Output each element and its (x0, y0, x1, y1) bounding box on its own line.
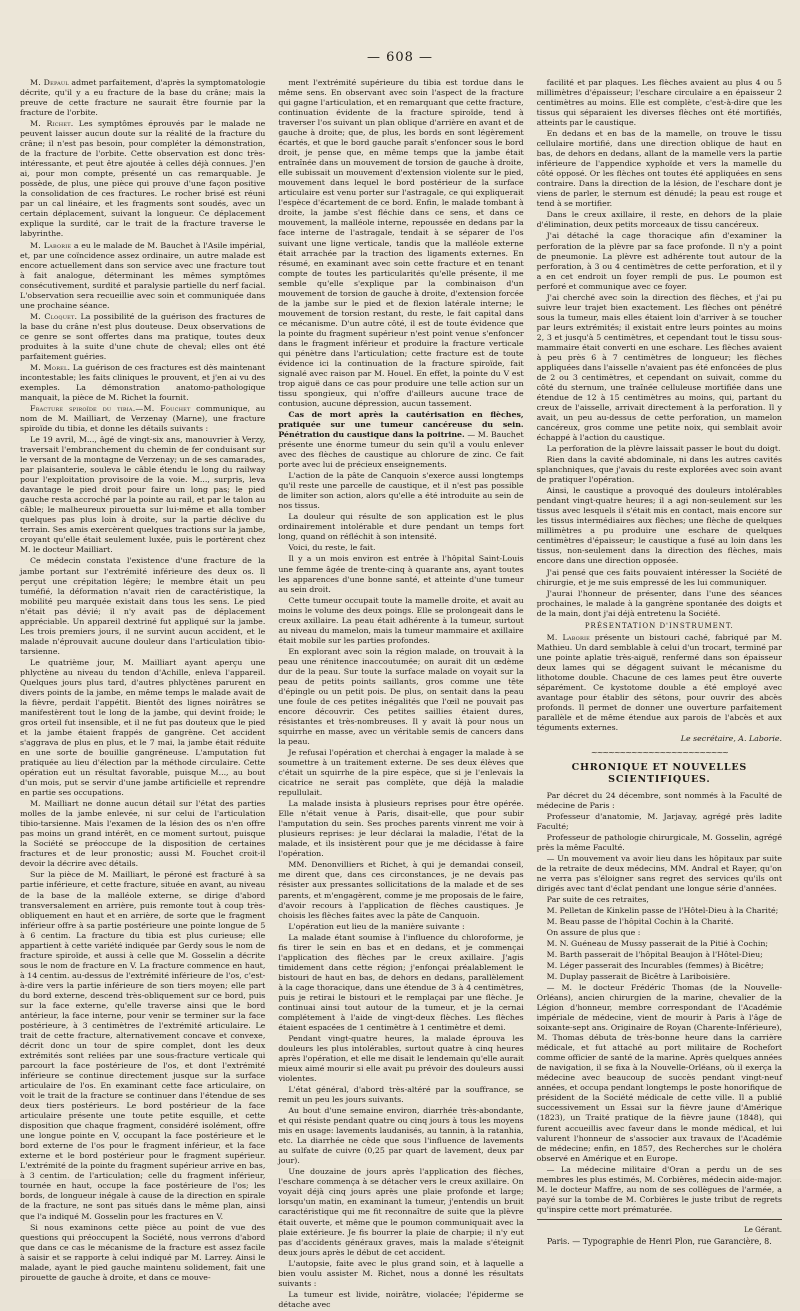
paragraph (278, 1290, 523, 1310)
paragraph-lead: M. Laborie (30, 240, 72, 250)
paragraph (537, 1165, 782, 1215)
paragraph-text: J'ai cherché avec soin la direction des flèches, et j'ai pu suivre leur trajet bien exactement. Les flèches ont pénétré sous la tumeur, mais elles étaient loin d'arriver à se toucher par leurs extrémités; il existait entre leurs pointes au moins 2, 3 et jusqu'à 5 centimètres, et cependant tout le tissu sous-mammaire était converti en une eschare. Les flèches avaient à peu près 6 à 7 centimètres de longueur; les flèches appliquées dans l'aisselle n'avaient pas été enfoncées de plus de 2 ou 3 centimètres, et cependant on suivait, comme du côté du sternum, une traînée celluleuse mortifiée dans une étendue de 12 à 15 centimètres au moins, qui, partant du creux de l'aisselle, arrivait directement à la perforation. Il y avait, un peu au-dessus de cette perforation, un mamelon cancéreux, gros comme une petite noix, qui semblait avoir échappé à l'action du caustique. (536, 292, 782, 443)
paragraph (537, 854, 782, 894)
paragraph (20, 119, 265, 239)
paragraph-text: M. Duplay passerait de Bicêtre à Lariboisière. (546, 972, 731, 982)
paragraph-text: — M. le docteur Frédéric Thomas (de la Nouvelle-Orléans), ancien chirurgien de la marine, chevalier de la Légion d'honneur, membre correspondant de l'Académie impériale de médecine, vient de mourir à Paris à l'âge de soixante-sept ans. Originaire de Royan (Charente-Inférieure), M. Thomas débuta de très-bonne heure dans la carrière médicale, et fut attaché au port militaire de Rochefort comme officier de santé de la marine. Après quelques années de navigation, il se fixa à la Nouvelle-Orléans, où il exerça la médecine avec beaucoup de succès pendant vingt-neuf années, et occupa pendant longtemps le poste honorifique de président de la Société médicale de cette ville. Il a publié successivement un Essai sur la fièvre jaune d'Amérique (1823), un Traité pratique de la fièvre jaune (1848), qui furent accueillis avec faveur dans le monde médical, et lui valurent l'honneur de s'associer aux travaux de l'Académie de médecine; enfin, en 1857, des Recherches sur le choléra observé en Amérique et en Europe. (536, 983, 782, 1163)
paragraph (20, 404, 265, 434)
paragraph (20, 241, 265, 311)
paragraph-text: Voici, du reste, le fait. (288, 543, 376, 553)
paragraph (537, 812, 782, 832)
paragraph-text: Il y a un mois environ est entrée à l'hôpital Saint-Louis une femme âgée de trente-cinq à quarante ans, ayant toutes les apparences d'une bonne santé, et atteinte d'une tumeur au sein droit. (278, 554, 524, 594)
paragraph-text: L'autopsie, faite avec le plus grand soin, et à laquelle a bien voulu assister M. Richet, nous a donné les résultats suivants : (278, 1258, 524, 1288)
paragraph-text: facilité et par plaques. Les flèches avaient au plus 4 ou 5 millimètres d'épaisseur; l'eschare circulaire a en épaisseur 2 centimètres au moins. Elle est complète, c'est-à-dire que les tissus qui séparaient les diverses flèches ont été mortifiés, atteints par le caustique. (536, 78, 782, 128)
paragraph-lead: M. Richet. (30, 119, 74, 129)
column-middle (278, 78, 523, 1311)
paragraph (537, 210, 782, 230)
paragraph-text: Ce médecin constata l'existence d'une fracture de la jambe portant sur l'extrémité inférieure des deux os. Il perçut une crépitation légère; le membre était un peu tuméfié, la déformation n'avait rien de caractéristique, la mobilité peu marquée existait dans tous les sens. Le pied n'était pas dévié; il n'y avait pas de déplacement appréciable. Un appareil dextriné fut appliqué sur la jambe. Les trois premiers jours, il ne survint aucun accident, et le malade n'éprouvait aucune douleur dans l'articulation tibio-tarsienne. (20, 556, 266, 656)
paragraph-lead: M. Laborie (546, 632, 590, 642)
paragraph-text: L'opération eut lieu de la manière suivante : (288, 921, 465, 931)
paragraph-text: J'ai détaché la cage thoracique afin d'examiner la perforation de la plèvre par sa face profonde. Il n'y a point de pneumonie. La plèvre est adhérente tout autour de la perforation, à 3 ou 4 centimètres de cette perforation, et il y a en cet endroit un foyer rempli de pus. Le poumon est perforé et communique avec ce foyer. (536, 231, 782, 291)
column-left (20, 78, 265, 1311)
paragraph-lead: Fracture spiroïde du tibia.—M. Fouchet (30, 404, 191, 413)
section-heading: PRÉSENTATION D'INSTRUMENT. (584, 621, 734, 630)
paragraph-text: Par suite de ces retraites, (546, 894, 649, 904)
page-number: — 608 — (366, 50, 434, 65)
paragraph-text: Par décret du 24 décembre, sont nommés à la Faculté de médecine de Paris : (536, 790, 782, 810)
paragraph-text: La guérison de ces fractures est dès maintenant incontestable; les faits cliniques le prouvent, et j'en ai vu des exemples. La démonstration anatomo-pathologique manquait, la pièce de M. Richet la fournit. (20, 362, 266, 402)
paragraph (537, 455, 782, 485)
paragraph (537, 895, 782, 905)
paragraph-text: Une douzaine de jours après l'application des flèches, l'eschare commença à se détacher vers le creux axillaire. On voyait déjà cinq jours après une plaie profonde et large; lorsqu'un matin, en examinant la tumeur, j'entendis un bruit caractéristique qui me fit reconnaître de suite que la plèvre était ouverte, et même que le poumon communiquait avec la plaie extérieure. Je fis bourrer la plaie de charpie; il n'y eut pas d'accidents généraux graves, mais la malade s'éteignit deux jours après le début de cet accident. (278, 1167, 524, 1257)
paragraph (20, 363, 265, 403)
paragraph (278, 922, 523, 932)
paragraph (537, 589, 782, 619)
text-columns (20, 78, 782, 1309)
paragraph-text: Pendant vingt-quatre heures, la malade éprouva les douleurs les plus intolérables, surtout quatre à cinq heures après l'opération, et elle me disait le lendemain qu'elle aurait mieux aimé mourir si elle avait pu prévoir des douleurs aussi violentes. (278, 1033, 524, 1084)
paragraph-text: Au bout d'une semaine environ, diarrhée très-abondante, et qui résiste pendant quatre ou cinq jours à tous les moyens mis en usage: lavements laudanisés, au tannin, à la ratanhia, etc. La diarrhée ne cède que sous l'influence de lavements au sulfate de cuivre (0,25 par quart de lavement, deux par jour). (278, 1106, 524, 1166)
ornamental-divider: ~~~~~~~~~~~~~~~~~~~~~~~~ (590, 747, 728, 757)
paragraph-text: Dans le creux axillaire, il reste, en dehors de la plaie d'élimination, deux petits morceaux de tissu cancéreux. (536, 210, 782, 230)
paragraph-text: — La médecine militaire d'Oran a perdu un de ses membres les plus estimés, M. Corbières, médecin aide-major. M. le docteur Maffre, au nom de ses collègues de l'armée, a payé sur la tombe de M. Corbières le juste tribut de regrets qu'inspire cette mort prématurée. (536, 1164, 782, 1214)
paragraph (278, 543, 523, 553)
paragraph (20, 78, 265, 118)
paragraph-text: Rien dans la cavité abdominale, ni dans les autres cavités splanchniques, que j'avais du reste explorées avec soin avant de pratiquer l'opération. (536, 455, 782, 485)
paragraph-text: La douleur qui résulte de son application est le plus ordinairement intolérable et dure pendant un temps fort long, quand on réfléchit à son intensité. (278, 512, 524, 542)
paragraph (537, 486, 782, 566)
paragraph (278, 78, 523, 409)
paragraph-text: M. Beau passe de l'hôpital Cochin à la Charité. (546, 916, 734, 926)
paragraph (278, 512, 523, 542)
paragraph-text: ment l'extrémité supérieure du tibia est tordue dans le même sens. En observant avec soin l'aspect de la fracture qui gagne l'articulation, et en remarquant que cette fracture, continuation évidente de la fracture spiroïde, tend à traverser l'os suivant un plan oblique d'arrière en avant et de gauche à droite; que, de plus, les bords en sont légèrement écartés, et que le bord gauche paraît s'enfoncer sous le bord droit, je pense que, en même temps que la jambe était entraînée dans un mouvement de torsion de gauche à droite, elle subissait un mouvement d'extension violente sur le pied, mouvement dans lequel le bord postérieur de la surface articulaire est venu porter sur l'astragale, ce qui expliquerait l'espèce d'écartement de ce bord. Enfin, le malade tombant à droite, la jambe s'est fléchie dans ce sens, et dans ce mouvement, la malléole interne, repoussée en dedans par la face interne de l'astragale, tendait à se séparer de l'os suivant une ligne verticale, tandis que la malléole externe était arrachée par la traction des ligaments externes. En résumé, en examinant avec soin cette fracture et en tenant compte de toutes les particularités qu'elle présente, il me semble qu'elle s'explique par la combinaison d'un mouvement de torsion de gauche à droite, d'extension forcée de la jambe sur le pied et de flexion latérale interne; le mouvement de torsion restant, du reste, le fait capital dans ce mécanisme. D'un autre côté, il est de toute évidence que la pointe du fragment supérieur n'est point venue s'enfoncer dans le fragment inférieur et produire la fracture verticale qui pénètre dans l'articulation; cette fracture est de toute évidence ici la continuation de la fracture spiroïde, fait signalé avec raison par M. Houel. En effet, la pointe du V est trop aiguë dans ce cas pour produire une telle action sur un tissu spongieux, qui n'offre d'ailleurs aucune trace de contusion, aucune dépression, aucun tassement. (278, 78, 524, 408)
paragraph-text: J'ai pensé que ces faits pouvaient intéresser la Société de chirurgie, et je me suis empressé de les lui communiquer. (536, 567, 782, 587)
paragraph-lead: M. Cloquet. (30, 311, 78, 321)
paragraph (20, 799, 265, 869)
paragraph-text: — M. Bauchet présente une énorme tumeur du sein qu'il a voulu enlever avec des flèches de caustique au chlorure de zinc. Ce fait porte avec lui de précieux enseignements. (278, 430, 524, 470)
paragraph-text: présente un bistouri caché, fabriqué par M. Mathieu. Un dard semblable à celui d'un trocart, terminé par une pointe aplatie très-aiguë, renfermé dans son épaisseur deux lames qui se dégagent suivant le mécanisme du lithotome double. Chacune de ces lames peut être ouverte séparément. Ce kystotome double a été employé avec avantage pour établir des sétons, pour ouvrir des abcès profonds. Il permet de donner une ouverture parfaitement parallèle et de même étendue aux parois de l'abcès et aux téguments externes. (536, 632, 782, 732)
paragraph (537, 231, 782, 291)
paragraph-text: MM. Denonvilliers et Richet, à qui je demandai conseil, me dirent que, dans ces circonstances, je ne devais pas résister aux pressantes sollicitations de la malade et de ses parents, et m'engagèrent, comme je me proposais de le faire, d'avoir recours à l'application de flèches caustiques. Je choisis les flèches faites avec la pâte de Canquoin. (278, 860, 524, 920)
paragraph-text: La perforation de la plèvre laissait passer le bout du doigt. (546, 444, 781, 454)
paragraph (278, 554, 523, 594)
paragraph (278, 1167, 523, 1257)
paragraph-text: M. Léger passerait des Incurables (femmes) à Bicêtre; (546, 961, 764, 970)
paragraph (278, 799, 523, 859)
paragraph-text: a eu le malade de M. Bauchet à l'Asile impérial, et, par une coïncidence assez ordinaire, un autre malade est encore actuellement dans son service avec une fracture tout à fait analogue, déterminant les mêmes symptômes consécutivement, surdité et paralysie partielle du nerf facial. L'observation sera recueillie avec soin et communiquée dans une prochaine séance. (20, 240, 266, 310)
paragraph (278, 596, 523, 646)
paragraph-text: Sur la pièce de M. Mailliart, le péroné est fracturé à sa partie inférieure, et cette fracture, située en avant, au niveau de la base de la malléole externe, se dirige d'abord transversalement en arrière, puis remonte tout à coup très-obliquement en haut et en arrière, de sorte que le fragment inférieur offre à sa partie postérieure une pointe longue de 5 à 6 centim. La fracture du tibia est plus curieuse; elle appartient à cette variété indiquée par Gerdy sous le nom de fracture spiroïde, et aussi à celle que M. Gosselin a décrite sous le nom de fracture en V. La fracture commence en haut, à 14 centim. au-dessus de l'extrémité inférieure de l'os, c'est-à-dire vers la partie inférieure de son tiers moyen; elle part du bord externe, descend très-obliquement sur ce bord, puis sur la face externe, qu'elle traverse ainsi que le bord antérieur, la face interne, pour venir se terminer sur la face postérieure, à 3 centimètres de l'extrémité articulaire. Le trait de cette fracture, alternativement concave et convexe, décrit donc un tour de spire complet, dont les deux extrémités sont reliées par une sous-fracture verticale qui parcourt la face postérieure de l'os, et dont l'extrémité inférieure se continue directement jusque sur la surface articulaire de l'os. En examinant cette face articulaire, on voit le trait de la fracture se continuer dans l'étendue de ses deux tiers postérieurs. Le bord postérieur de la face articulaire présente une toute petite esquille, et cette disposition que chaque fragment, considéré isolément, offre une longue pointe en V, occupant la face postérieure et le bord externe de l'os pour le fragment inférieur, et la face externe et le bord postérieur pour le fragment supérieur. L'extrémité de la pointe du fragment supérieur arrive en bas, à 3 centim. de l'articulation; celle du fragment inférieur, tournée en haut, occupe la face postérieure de l'os; les bords, de longueur inégale à cause de la direction en spirale de la fracture, ne sont pas situés dans le même plan, ainsi que l'a indiqué M. Gosselin pour les fractures en V. (20, 870, 266, 1221)
gerant-label: Le Gérant. (744, 1225, 782, 1234)
paragraph-text: — Un mouvement va avoir lieu dans les hôpitaux par suite de la retraite de deux médecins, MM. Andral et Rayer, qu'on ne verra pas s'éloigner sans regret des services qu'ils ont dirigés avec tant d'éclat pendant une longue série d'années. (536, 853, 782, 893)
paragraph (537, 633, 782, 733)
chronique-heading: CHRONIQUE ET NOUVELLES SCIENTIFIQUES. (571, 762, 748, 786)
paragraph (537, 972, 782, 982)
paragraph-text: J'aurai l'honneur de présenter, dans l'une des séances prochaines, le malade à la gangrène spontanée des doigts et de la main, dont j'ai déjà entretenu la Société. (536, 588, 782, 618)
paragraph-text: On assure de plus que : (546, 927, 641, 937)
paragraph (20, 870, 265, 1221)
paragraph (278, 860, 523, 920)
paragraph-text: M. Pelletan de Kinkelin passe de l'Hôtel-Dieu à la Charité; (546, 905, 779, 915)
paragraph-text: admet parfaitement, d'après la symptomatologie décrite, qu'il y a eu fracture de la base du crâne; mais la preuve de cette fracture ne saurait être fournie par la fracture de l'orbite. (20, 78, 266, 118)
paragraph (537, 961, 782, 971)
paragraph-text: La possibilité de la guérison des fractures de la base du crâne n'est plus douteuse. Deux observations de ce genre se sont offertes dans ma pratique, toutes deux produites à la suite d'une chute de cheval; elles ont été parfaitement guéries. (20, 311, 266, 361)
paragraph-text: M. Barth passerait de l'hôpital Beaujon à l'Hôtel-Dieu; (546, 949, 763, 959)
paragraph (20, 312, 265, 362)
paragraph (20, 435, 265, 555)
paragraph (537, 129, 782, 209)
paragraph-text: Le 19 avril, M..., âgé de vingt-six ans, manouvrier à Verzy, traversait l'embranchement du chemin de fer conduisant sur le versant de la montagne de Verzenay; un de ses camarades, par plaisanterie, souleva le câble étendu le long du railway pour l'exploitation provisoire de la voie. M..., surpris, leva davantage le pied droit pour faire un long pas; le pied gauche resta accroché par la pointe au rail, et par le talon au câble; le malheureux pirouetta sur lui-même et alla tomber quelques pas plus loin à droite, sur la partie déclive du terrain. Ses amis exercèrent quelques tractions sur la jambe, croyant qu'elle était seulement luxée, puis le portèrent chez M. le docteur Mailliart. (20, 435, 266, 555)
paragraph (537, 791, 782, 811)
column-right (537, 78, 782, 1311)
paragraph (278, 1085, 523, 1105)
paragraph-text: La malade insista à plusieurs reprises pour être opérée. Elle n'était venue à Paris, disait-elle, que pour subir l'amputation du sein. Ses proches parents vinrent me voir à plusieurs reprises: je leur déclarai la maladie, l'état de la malade, et ils insistèrent pour que je me décidasse à faire l'opération. (278, 799, 524, 859)
paragraph (20, 1223, 265, 1283)
paragraph (537, 568, 782, 588)
footer-rule (537, 1219, 782, 1220)
paragraph (20, 658, 265, 798)
paragraph-text: communique, au nom de M. Mailliart, de Verzenay (Marne), une fracture spiroïde du tibia, et donne les détails suivants : (20, 404, 266, 434)
paragraph-lead: M. Depaul (30, 78, 69, 87)
paragraph-text: L'action de la pâte de Canquoin s'exerce aussi longtemps qu'il reste une parcelle de caustique, et il n'est pas possible de limiter son action, alors qu'elle a été introduite au sein de nos tissus. (278, 471, 524, 511)
paragraph-text: Les symptômes éprouvés par le malade ne peuvent laisser aucun doute sur la réalité de la fracture du crâne; il n'est pas besoin, pour compléter la démonstration, de la fracture de l'orbite. Cette observation est donc très-intéressante, et peut être ajoutée à celles déjà connues. J'en ai, pour mon compte, présenté un cas remarquable. Je possède, de plus, une pièce qui prouve d'une façon positive la consolidation de ces fractures. Le rocher brisé est réuni par un cal linéaire, et les fragments sont soudés, avec un certain déplacement, suivant la longueur. Ce déplacement explique la surdité, car le trait de la fracture traverse le labyrinthe. (20, 119, 266, 239)
paragraph-text: La tumeur est livide, noirâtre, violacée; l'épiderme se détache avec (278, 1289, 524, 1309)
paragraph-lead: Cas de mort après la cautérisation en flèches, pratiquée sur une tumeur cancéreuse du sein. Pénétration du caustique dans la poitrine. (278, 410, 524, 440)
paragraph (537, 950, 782, 960)
paragraph-text: M. Mailliart ne donne aucun détail sur l'état des parties molles de la jambe enlevée, ni sur celui de l'articulation tibio-tarsienne. Mais l'examen de la lésion des os n'en offre pas moins un grand intérêt, en ce moment surtout, puisque la Société se préoccupe de la disposition de certaines fractures et de leur pronostic; aussi M. Fouchet croit-il devoir la décrire avec détails. (20, 799, 266, 869)
paragraph (278, 410, 523, 470)
paragraph (537, 939, 782, 949)
paragraph-text: Professeur d'anatomie, M. Jarjavay, agrégé près ladite Faculté; (536, 811, 782, 831)
paragraph-text: Je refusai l'opération et cherchai à engager la malade à se soumettre à un traitement externe. De ses deux élèves que c'était un squirrhe de la pire espèce, que si je l'enlevais la cicatrice ne serait pas complète, que déjà la maladie repullulait. (278, 748, 524, 798)
paragraph-text: En dedans et en bas de la mamelle, on trouve le tissu cellulaire mortifié, dans une direction oblique de haut en bas, de dehors en dedans, allant de la mamelle vers la partie inférieure de l'appendice xyphoïde et vers la mamelle du côté opposé. Or les flèches ont toutes été appliquées en sens contraire. Dans la direction de la lésion, de l'eschare dont je viens de parler, le sternum est dénudé; la peau est rouge et tend à se mortifier. (536, 129, 782, 209)
paragraph (537, 906, 782, 916)
paragraph (278, 1259, 523, 1289)
paragraph-text: Si nous examinons cette pièce au point de vue des questions qui préoccupent la Société, nous verrons d'abord que dans ce cas le mécanisme de la fracture est assez facile à saisir et se rapporte à celui indiqué par M. Larrey. Ainsi le malade, ayant le pied gauche maintenu solidement, fait une pirouette de gauche à droite, et dans ce mouve- (20, 1222, 266, 1282)
paragraph (278, 933, 523, 1033)
paragraph-text: Professeur de pathologie chirurgicale, M. Gosselin, agrégé près la même Faculté. (536, 832, 782, 852)
paragraph (537, 928, 782, 938)
paragraph (537, 983, 782, 1164)
paragraph (537, 78, 782, 128)
paragraph (537, 833, 782, 853)
paragraph-text: Le quatrième jour, M. Mailliart ayant aperçu une phlyctène au niveau du tendon d'Achille, enleva l'appareil. Quelques jours plus tard, d'autres phlyctènes parurent en divers points de la jambe, en même temps le malade avait de la fièvre, perdait l'appétit. Bientôt des lignes noirâtres se manifestèrent tout le long de la jambe, qui devint froide; le gros orteil fut insensible, et il ne fut pas douteux que le pied et la jambe étaient frappés de gangrène. Cet accident s'aggrava de plus en plus, et le 7 mai, la jambe était réduite en une sorte de bouillie gangréneuse. L'amputation fut pratiquée au lieu d'élection par la méthode circulaire. Cette opération eut un résultat favorable, puisque M..., au bout d'un mois, put se servir d'une jambe artificielle et reprendre en partie ses occupations. (20, 657, 266, 798)
secretary-signature: Le secrétaire, A. Laborie. (680, 733, 782, 743)
paragraph-text: En explorant avec soin la région malade, on trouvait à la peau une rénitence inaccoutumée; on aurait dit un œdème dur de la peau. Sur toute la surface malade on voyait sur la peau de petits points saillants, gros comme une tête d'épingle ou un petit pois. De plus, on sentait dans la peau une foule de ces petites inégalités que l'œil ne pouvait pas encore découvrir. Ces petites saillies étaient dures, résistantes et très-nombreuses. Il y avait là pour nous un squirrhe en masse, avec un véritable semis de cancers dans la peau. (278, 646, 524, 747)
paragraph (537, 917, 782, 927)
paragraph (278, 471, 523, 511)
paragraph-text: Cette tumeur occupait toute la mamelle droite, et avait au moins le volume des deux poings. Elle se prolongeait dans le creux axillaire. La peau était adhérente à la tumeur, surtout au niveau du mamelon, mais la tumeur mammaire et axillaire était mobile sur les parties profondes. (278, 595, 524, 645)
paragraph (278, 1034, 523, 1084)
paragraph-text: L'état général, d'abord très-altéré par la souffrance, se remit un peu les jours suivants. (278, 1085, 524, 1105)
paragraph (20, 556, 265, 656)
paragraph-lead: M. Morel. (30, 362, 71, 372)
paragraph (537, 293, 782, 443)
paragraph (278, 748, 523, 798)
printer-imprint: Paris. — Typographie de Henri Plon, rue Garancière, 8. (546, 1236, 772, 1246)
paragraph (278, 647, 523, 747)
paragraph (278, 1106, 523, 1166)
paragraph-text: La malade étant soumise à l'influence du chloroforme, je fis tirer le sein en bas et en dedans, et je commençai l'application des flèches par le creux axillaire. J'agis timidement dans cette région; j'enfonçai préalablement le bistouri de haut en bas, de dehors en dedans, parallèlement à la cage thoracique, dans une étendue de 3 à 4 centimètres, puis je retirai le bistouri et le remplaçai par une flèche. Je continuai ainsi tout autour de la tumeur, et je la cernai complétement à l'aide de vingt-deux flèches. Les flèches étaient espacées de 1 centimètre à 1 centimètre et demi. (278, 932, 524, 1032)
paragraph-text: M. N. Guéneau de Mussy passerait de la Pitié à Cochin; (546, 938, 769, 948)
paragraph-text: Ainsi, le caustique a provoqué des douleurs intolérables pendant vingt-quatre heures; il a agi non-seulement sur les tissus avec lesquels il s'était mis en contact, mais encore sur les tissus intermédiaires aux flèches; une flèche de quelques millimètres a pu produire une eschare de quelques centimètres d'épaisseur; le caustique a fusé au loin dans les tissus, non-seulement dans la direction des flèches, mais encore dans une direction opposée. (536, 486, 782, 566)
paragraph (537, 444, 782, 454)
